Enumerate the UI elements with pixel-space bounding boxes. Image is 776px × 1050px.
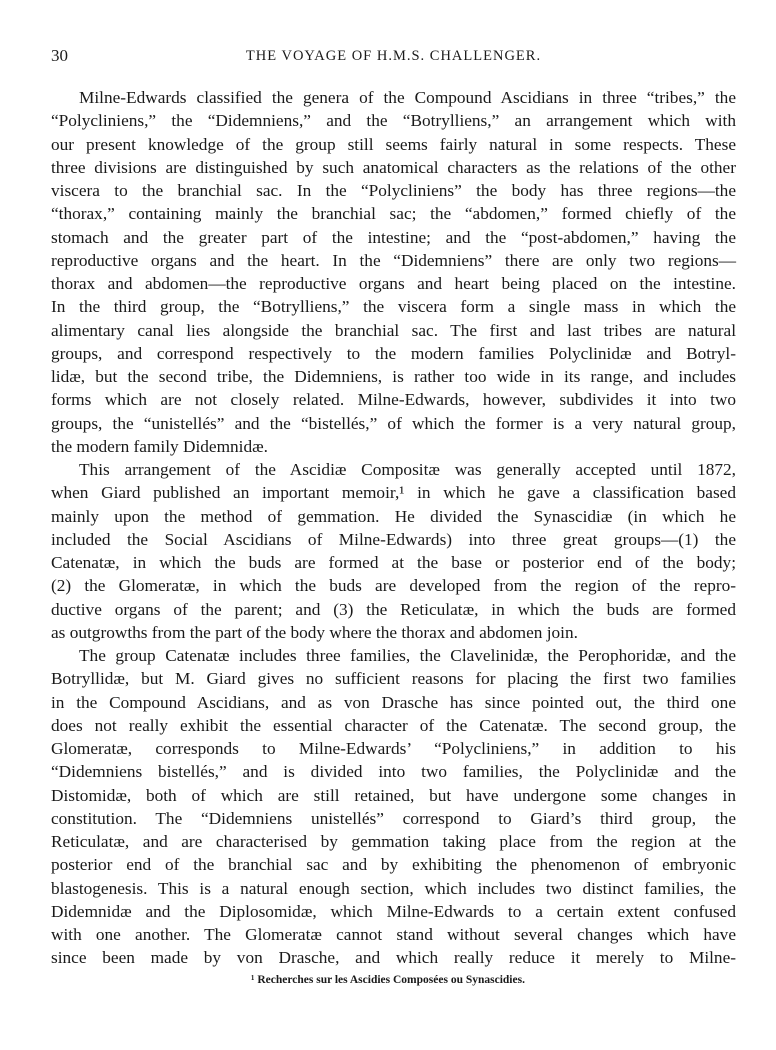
text-line: In the third group, the “Botrylliens,” the viscera form a single mass in which the: [51, 297, 736, 317]
body-text: [51, 86, 736, 970]
text-line: does not really exhibit the essential character of the Catenatæ. The second group, the: [51, 715, 736, 735]
text-line: This arrangement of the Ascidiæ Compositæ was generally accepted until 1872,: [79, 460, 736, 479]
text-line: alimentary canal lies alongside the branchial sac. The first and last tribes are natural: [51, 320, 736, 340]
text-line: since been made by von Drasche, and which really reduce it merely to Milne-: [51, 948, 736, 968]
text-line: “Polycliniens,” the “Didemniens,” and the “Botrylliens,” an arrangement which with: [51, 111, 736, 131]
text-line: “Didemniens bistellés,” and is divided into two families, the Polyclinidæ and the: [51, 762, 736, 782]
text-line: three divisions are distinguished by such anatomical characters as the relations of the other: [51, 157, 736, 177]
text-line: with one another. The Glomeratæ cannot stand without several changes which have: [51, 925, 736, 944]
text-line: (2) the Glomeratæ, in which the buds are developed from the region of the repro-: [51, 576, 736, 596]
text-line: groups, the “unistellés” and the “bistellés,” of which the former is a very natural group,: [51, 413, 736, 433]
text-line: mainly upon the method of gemmation. He divided the Synascidiæ (in which he: [51, 506, 736, 526]
text-line: Milne-Edwards classified the genera of the Compound Ascidians in three “tribes,” the: [79, 88, 736, 107]
text-line: constitution. The “Didemniens unistellés” correspond to Giard’s third group, the: [51, 808, 736, 828]
text-line: The group Catenatæ includes three families, the Clavelinidæ, the Perophoridæ, and the: [79, 646, 736, 665]
text-line: thorax and abdomen—the reproductive organs and heart being placed on the intestine.: [51, 274, 736, 293]
text-line: reproductive organs and the heart. In the “Didemniens” there are only two regions—: [51, 250, 736, 270]
text-line: Didemnidæ and the Diplosomidæ, which Milne-Edwards to a certain extent confused: [51, 901, 736, 921]
paragraph: [51, 86, 736, 458]
running-head: THE VOYAGE OF H.M.S. CHALLENGER.: [245, 48, 542, 64]
text-line: Reticulatæ, and are characterised by gemmation taking place from the region at the: [51, 832, 736, 851]
paragraph: [51, 458, 736, 644]
text-line: Glomeratæ, corresponds to Milne-Edwards’ “Polycliniens,” in addition to his: [51, 739, 736, 758]
text-line: Distomidæ, both of which are still retained, but have undergone some changes in: [51, 785, 736, 805]
text-line: groups, and correspond respectively to the modern families Polyclinidæ and Botryl-: [51, 343, 736, 363]
footnote: ¹ Recherches sur les Ascidies Composées ou Synascidies.: [251, 974, 525, 986]
text-line: posterior end of the branchial sac and by exhibiting the phenomenon of embryonic: [51, 855, 736, 875]
text-line: our present knowledge of the group still seems fairly natural in some respects. These: [51, 134, 736, 154]
page-number: 30: [51, 46, 68, 65]
text-line: ductive organs of the parent; and (3) the Reticulatæ, in which the buds are formed: [51, 599, 736, 619]
text-line: stomach and the greater part of the intestine; and the “post-abdomen,” having the: [51, 227, 736, 247]
text-line: forms which are not closely related. Milne-Edwards, however, subdivides it into two: [51, 390, 736, 410]
text-line: Botryllidæ, but M. Giard gives no sufficient reasons for placing the first two families: [51, 669, 736, 689]
text-line: lidæ, but the second tribe, the Didemniens, is rather too wide in its range, and includes: [51, 367, 736, 386]
text-line: blastogenesis. This is a natural enough section, which includes two distinct families, the: [51, 878, 736, 898]
text-line: included the Social Ascidians of Milne-Edwards) into three great groups—(1) the: [51, 529, 736, 549]
page-header: [51, 46, 736, 68]
paragraph: [51, 644, 736, 970]
text-line: the modern family Didemnidæ.: [51, 436, 268, 456]
text-line: as outgrowths from the part of the body where the thorax and abdomen join.: [51, 622, 578, 642]
text-line: Catenatæ, in which the buds are formed at the base or posterior end of the body;: [51, 553, 736, 572]
text-line: viscera to the branchial sac. In the “Polycliniens” the body has three regions—the: [51, 181, 736, 200]
text-line: in the Compound Ascidians, and as von Drasche has since pointed out, the third one: [51, 692, 736, 712]
text-line: when Giard published an important memoir,¹ in which he gave a classification based: [51, 483, 736, 503]
text-line: “thorax,” containing mainly the branchial sac; the “abdomen,” formed chiefly of the: [51, 204, 736, 224]
